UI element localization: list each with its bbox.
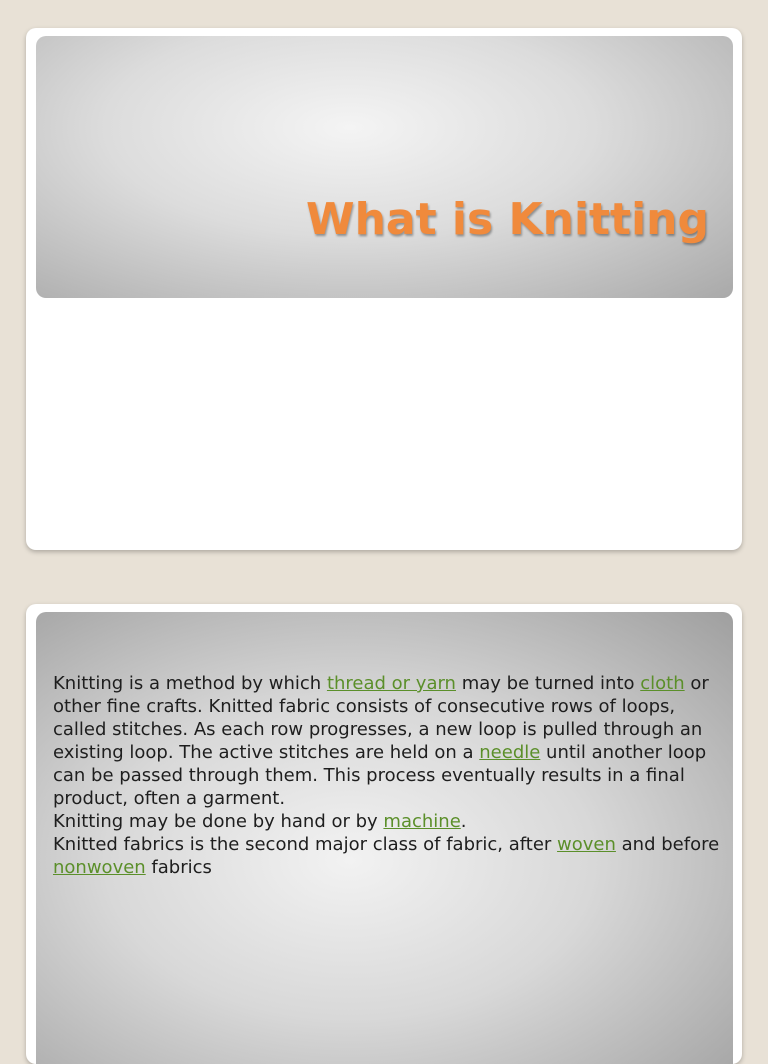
text-segment: may be turned into	[455, 673, 641, 694]
text-segment: and before	[615, 834, 720, 855]
slide-2	[26, 604, 742, 1064]
link-nonwoven[interactable]: nonwoven	[53, 857, 146, 878]
text-segment: Knitted fabrics is the second major class of fabric, after	[53, 834, 558, 855]
content-panel	[36, 612, 733, 1064]
text-segment: until another loop can be passed through them. This process eventually results in a final product, often a garment.	[53, 742, 707, 809]
body-text	[53, 672, 723, 879]
text-segment: .	[460, 811, 467, 832]
link-machine[interactable]: machine	[383, 811, 461, 832]
link-cloth[interactable]: cloth	[640, 673, 685, 694]
text-segment: or other fine crafts. Knitted fabric consists of consecutive rows of loops, called stitches. As each row progresses, a new loop is pulled through an existing loop. The active stitches are held on a	[53, 673, 709, 763]
slide-title: What is Knitting	[306, 194, 709, 245]
text-segment: Knitting is a method by which	[53, 673, 327, 694]
text-segment: Knitting may be done by hand or by	[53, 811, 384, 832]
link-needle[interactable]: needle	[479, 742, 541, 763]
slide-1	[26, 28, 742, 550]
link-thread-or-yarn[interactable]: thread or yarn	[326, 673, 456, 694]
link-woven[interactable]: woven	[557, 834, 616, 855]
title-panel	[36, 36, 733, 298]
text-segment: fabrics	[145, 857, 212, 878]
